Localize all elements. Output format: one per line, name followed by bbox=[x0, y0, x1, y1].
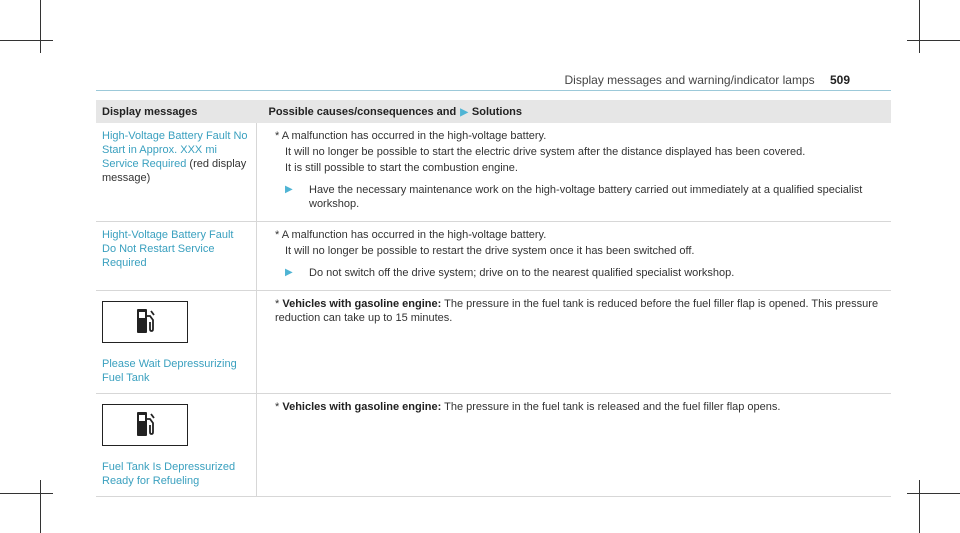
page-number: 509 bbox=[829, 73, 850, 87]
crop-mark bbox=[0, 40, 53, 41]
solution-step: ▶ Do not switch off the drive system; drive on to the nearest qualified specialist workshop. bbox=[285, 267, 735, 279]
solution-step: ▶ Have the necessary maintenance work on the high-voltage battery carried out immediately at a qualified specialist workshop. bbox=[285, 184, 863, 210]
message-text[interactable]: High-Voltage Battery Fault No Start in Approx. XXX mi Service Required bbox=[102, 130, 248, 170]
header-rule bbox=[96, 90, 891, 91]
fuel-pump-icon bbox=[102, 301, 188, 343]
crop-mark bbox=[40, 0, 41, 53]
table-row: Please Wait Depressurizing Fuel Tank * Vehicles with gasoline engine: The pressure in the fuel tank is reduced before the fuel filler flap is opened. This pressure reduction can take up to 15 minutes. bbox=[96, 291, 891, 394]
message-text[interactable]: Fuel Tank Is Depressurized Ready for Refueling bbox=[102, 461, 236, 487]
crop-mark bbox=[919, 0, 920, 53]
crop-mark bbox=[919, 480, 920, 533]
display-messages-table bbox=[96, 100, 891, 497]
section-title: Display messages and warning/indicator lamps bbox=[564, 73, 815, 87]
crop-mark bbox=[0, 493, 53, 494]
table-row: Fuel Tank Is Depressurized Ready for Refueling * Vehicles with gasoline engine: The pressure in the fuel tank is released and the fuel filler flap opens. bbox=[96, 394, 891, 497]
table-row: Hight-Voltage Battery Fault Do Not Restart Service Required * A malfunction has occurred in the high-voltage battery. It will no longer be possible to restart the drive system once it has been switched off. ▶ Do not switch off the drive system; drive on to the nearest qualified specialist workshop. bbox=[96, 222, 891, 291]
table-row: High-Voltage Battery Fault No Start in Approx. XXX mi Service Required (red display message) * A malfunction has occurred in the high-voltage battery. It will no longer be possible to start the electric drive system after the distance displayed has been covered. It is still possible to start the combustion engine. ▶ Have the necessary maintenance work on the high-voltage battery carried out immediately at a qualified specialist workshop. bbox=[96, 123, 891, 222]
message-text[interactable]: Hight-Voltage Battery Fault Do Not Restart Service Required bbox=[102, 229, 234, 269]
crop-mark bbox=[907, 493, 960, 494]
arrow-icon: ▶ bbox=[285, 267, 293, 278]
crop-mark bbox=[40, 480, 41, 533]
crop-mark bbox=[907, 40, 960, 41]
page-header bbox=[565, 73, 851, 87]
column-header-messages: Display messages bbox=[96, 100, 257, 123]
message-text[interactable]: Please Wait Depressurizing Fuel Tank bbox=[102, 358, 237, 384]
fuel-pump-icon bbox=[102, 404, 188, 446]
column-header-causes: Possible causes/consequences and ▶ Solutions bbox=[257, 100, 892, 123]
arrow-icon: ▶ bbox=[460, 106, 468, 118]
table-header-row bbox=[96, 100, 891, 123]
arrow-icon: ▶ bbox=[285, 184, 293, 195]
